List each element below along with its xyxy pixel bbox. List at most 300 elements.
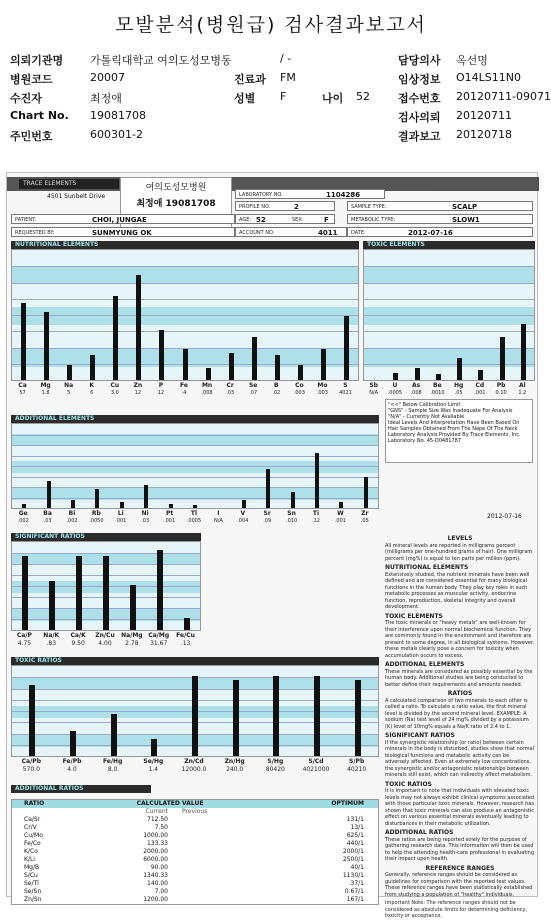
toxic-ratios-header: TOXIC RATIOS — [11, 657, 379, 665]
nutritional-value-ca: 57 — [19, 390, 26, 396]
sigratio-value-na-mg: 2.78 — [125, 640, 139, 647]
nutritional-gridline — [12, 299, 358, 300]
age-sex-box — [235, 214, 335, 224]
hospcode-value: 20007 — [90, 71, 125, 84]
nutritional-label-p: P — [158, 382, 164, 389]
nutritional-bar-zn — [136, 275, 141, 380]
additional-notes-text: These minerals are considered as possibly essential by the human body. Additional studies are being conducted to better define their requirements and amounts needed. — [385, 668, 533, 688]
additional-bar-li — [120, 502, 124, 508]
add-ratio-row — [12, 896, 378, 904]
request-value: 20120711 — [456, 109, 512, 122]
result-value: 20120718 — [456, 128, 512, 141]
col-current: Current — [145, 808, 168, 815]
legend-line3: "N/A" - Currently Not Available — [388, 414, 465, 420]
report-age-label: AGE: — [239, 217, 252, 223]
nutritional-label-s: S — [343, 382, 348, 389]
toxratio-value-s-pb: 40210 — [347, 766, 367, 773]
report-sex-value: F — [324, 216, 329, 224]
additional-bar-rb — [95, 489, 99, 509]
additional-value-tl: .0005 — [186, 518, 202, 524]
additional-gridline — [12, 445, 378, 446]
add-ratios-header: ADDITIONAL RATIOS — [11, 785, 151, 793]
metabolic-box — [347, 214, 533, 224]
add-ratio-previous — [182, 816, 272, 824]
add-ratio-previous — [182, 880, 272, 888]
sigratio-value-zn-cu: 4.00 — [98, 640, 112, 647]
add-ratio-current: 1340.33 — [143, 872, 168, 879]
additional-gridline — [12, 498, 378, 499]
toxic-header: TOXIC ELEMENTS — [363, 241, 535, 249]
add-ratio-optimum: 1130/1 — [342, 872, 364, 879]
toxic-value-as: .008 — [410, 390, 422, 396]
toxratio-value-fe-pb: 4.0 — [67, 766, 77, 773]
nutritional-label-fe: Fe — [180, 382, 188, 389]
profile-label: PROFILE NO. — [239, 204, 271, 210]
toxic-value-u: .0005 — [387, 390, 403, 396]
toxicratios-notes-text: It is important to note that individuals with elevated toxic levels may not always exhibit clinical symptoms associated with those particular toxic minerals. However, research has shown that toxic minerals can also produce an antagonistic effect on various essential minerals eventually leading to disturbances in their metabolic utilization. — [385, 788, 535, 827]
add-ratio-optimum: 0.67/1 — [344, 888, 364, 895]
hair-analysis-report — [6, 172, 538, 919]
toxratio-value-se-hg: 1.4 — [148, 766, 159, 773]
additional-value-ge: .002 — [17, 518, 29, 524]
nutritional-bar-cu — [113, 296, 118, 380]
add-ratio-row — [12, 840, 378, 848]
toxic-element-labels — [363, 382, 535, 390]
additional-header: ADDITIONAL ELEMENTS — [11, 415, 379, 423]
toxratio-label-s-hg: S/Hg — [267, 758, 284, 765]
patient-name-label: PATIENT: — [15, 217, 37, 223]
nutritional-header: NUTRITIONAL ELEMENTS — [11, 241, 359, 249]
sigratio-value-ca-k: 9.50 — [71, 640, 85, 647]
patient-box — [11, 214, 235, 224]
nutritional-value-fe: .4 — [181, 390, 187, 396]
toxratio-label-s-cd: S/Cd — [308, 758, 324, 765]
lab-number-value: 1104286 — [326, 191, 361, 199]
additional-bar-sr — [266, 469, 270, 508]
sigratio-bar-ca-k — [76, 556, 82, 630]
toxic-chart — [363, 249, 535, 381]
sig-ratio-labels — [11, 632, 201, 640]
add-ratio-name: Ca/Sr — [24, 816, 41, 823]
additional-gridline — [12, 487, 378, 488]
additional-values — [11, 518, 379, 525]
nutritional-element-labels — [11, 382, 359, 390]
nutritional-bar-mg — [44, 312, 49, 380]
additional-chart — [11, 423, 379, 509]
toxratio-bar-fe-hg — [111, 714, 117, 756]
additional-element-labels — [11, 510, 379, 518]
nutritional-value-s: 4021 — [339, 390, 352, 396]
additional-value-ba: .03 — [43, 518, 52, 524]
nutritional-label-mn: Mn — [201, 382, 213, 389]
doctor-value: 옥선명 — [456, 54, 488, 67]
legend-box — [385, 399, 533, 463]
add-ratio-optimum: 37/1 — [350, 880, 364, 887]
add-ratio-name: Cu/Mo — [24, 832, 43, 839]
add-ratio-optimum: 131/1 — [346, 816, 364, 823]
sigratio-label-zn-cu: Zn/Cu — [95, 632, 115, 639]
toxratio-value-zn-cd: 12000.0 — [181, 766, 207, 773]
toxic-gridline — [364, 348, 534, 349]
sigratio-bar-fe-cu — [184, 618, 190, 630]
metabolic-value: SLOW1 — [452, 216, 480, 224]
additional-value-bi: .002 — [66, 518, 78, 524]
nutritional-label-zn: Zn — [133, 382, 143, 389]
lab-address: 4501 Sunbelt Drive — [47, 193, 106, 200]
add-ratio-optimum: 167/1 — [346, 896, 364, 903]
toxic-gridline — [364, 364, 534, 365]
nutritional-label-mg: Mg — [40, 382, 51, 389]
nutritional-value-se: .07 — [249, 390, 258, 396]
toxratio-bar-s-pb — [355, 680, 361, 756]
sex-value: F — [280, 90, 287, 103]
additional-value-w: .001 — [334, 518, 346, 524]
nutritional-label-cu: Cu — [110, 382, 120, 389]
add-ratio-previous — [182, 824, 272, 832]
toxic-bar-be — [436, 374, 441, 380]
rrn-label: 주민번호 — [10, 130, 53, 143]
sigratio-bar-ca-p — [22, 556, 28, 630]
toxratio-bar-s-hg — [273, 676, 279, 756]
nutritional-bar-fe — [183, 349, 188, 380]
toxratio-label-zn-hg: Zn/Hg — [224, 758, 245, 765]
date-label: DATE: — [351, 230, 366, 236]
interpretation-notes — [385, 533, 535, 920]
nutritional-bar-mo — [321, 349, 326, 380]
requested-label: REQUESTED BY: — [15, 230, 55, 236]
sample-label: SAMPLE TYPE: — [351, 204, 387, 210]
toxratio-value-fe-hg: 8.0 — [107, 766, 118, 773]
additional-bar-ge — [22, 504, 26, 508]
add-ratio-optimum: 13/1 — [350, 824, 364, 831]
toxic-label-hg: Hg — [453, 382, 464, 389]
toxic-ratios-chart — [11, 665, 379, 757]
additional-bar-v — [242, 500, 246, 508]
sigratio-value-na-k: .83 — [46, 640, 57, 647]
nutritional-value-na: 5 — [67, 390, 71, 396]
sigratio-gridline — [12, 553, 200, 554]
legend-line6: Laboratory No. 45-D0481787 — [388, 438, 462, 444]
patient-value: 최정애 — [90, 92, 122, 105]
ratios-notes-title: RATIOS — [447, 690, 473, 697]
additional-label-pt: Pt — [165, 510, 174, 517]
additional-bar-ba — [47, 481, 51, 508]
additional-bar-tl — [193, 505, 197, 508]
profile-box — [235, 201, 335, 211]
nutritional-notes-title: NUTRITIONAL ELEMENTS — [385, 564, 469, 571]
additional-label-rb: Rb — [91, 510, 101, 517]
add-ratio-name: Mg/B — [24, 864, 40, 871]
toxic-gridline — [364, 331, 534, 332]
nutritional-gridline — [12, 315, 358, 316]
toxic-notes-text: The toxic minerals or "heavy metals" are well-known for their interference upon normal biochemical function. They are commonly found in the environment and therefore are present to some degree, in all biological systems. However, these metals clearly pose a concern for toxicity when accumulation occurs to excess. — [385, 620, 535, 659]
nutritional-bar-k — [90, 355, 95, 380]
significant-notes-title: SIGNIFICANT RATIOS — [385, 732, 455, 739]
toxratio-value-zn-hg: 240.0 — [226, 766, 244, 773]
sigratio-bar-zn-cu — [103, 556, 109, 630]
additional-label-ni: Ni — [141, 510, 149, 517]
nutritional-bar-mn — [206, 368, 211, 380]
add-ratio-optimum: 40/1 — [350, 864, 364, 871]
toxic-bar-al — [521, 324, 526, 380]
toxic-values — [363, 390, 535, 397]
ref-notes-important: Important Note: The reference ranges should not be considered as absolute limits for determining deficiency, toxicity or acceptance. — [385, 900, 528, 919]
col-optimum: OPTIMUM — [331, 800, 364, 807]
toxic-ratio-labels — [11, 758, 379, 766]
add-ratio-previous — [182, 856, 272, 864]
account-value: 4011 — [318, 229, 338, 237]
report-date-stamp: 2012-07-16 — [487, 513, 522, 520]
legend-line4: Ideal Levels And Interpretation Have Been Based On Hair Samples Obtained From The Nape Of The Neck — [388, 420, 520, 432]
nutritional-value-mn: .008 — [201, 390, 213, 396]
nutritional-value-cu: 3.0 — [110, 390, 119, 396]
toxicratios-notes-title: TOXIC RATIOS — [385, 780, 432, 788]
receipt-value: 20120711-09071 — [456, 90, 551, 103]
add-ratio-row — [12, 832, 378, 840]
nutritional-value-k: 6 — [90, 390, 94, 396]
toxratio-label-se-hg: Se/Hg — [143, 758, 164, 765]
add-ratio-optimum: 2000/1 — [342, 848, 364, 855]
add-ratios-header-row — [12, 800, 378, 808]
additional-value-ni: .03 — [141, 518, 150, 524]
toxic-value-sb: N/A — [369, 390, 379, 396]
additional-bar-ni — [144, 485, 148, 508]
nutritional-value-p: 12 — [157, 390, 165, 396]
additional-label-w: W — [337, 510, 344, 517]
toxic-gridline — [364, 283, 534, 284]
nutritional-bar-s — [344, 316, 349, 380]
patient-name-value: CHOI, JUNGAE — [92, 216, 147, 224]
trace-elements-logo: TRACE ELEMENTS — [19, 179, 119, 189]
additional-label-i: I — [217, 510, 220, 517]
sigratio-bar-ca-mg — [157, 550, 163, 630]
toxic-label-be: Be — [433, 382, 442, 389]
nutritional-value-cr: .03 — [226, 390, 235, 396]
additional-label-ti: Ti — [312, 510, 320, 517]
additional-value-pt: .001 — [164, 518, 176, 524]
add-ratio-optimum: 625/1 — [346, 832, 364, 839]
additional-label-ge: Ge — [18, 510, 28, 517]
account-box — [235, 227, 347, 237]
additional-bar-pt — [169, 504, 173, 508]
additional-label-sr: Sr — [263, 510, 271, 517]
toxic-gridline — [364, 299, 534, 300]
sigratio-label-na-mg: Na/Mg — [121, 632, 143, 639]
additional-bar-sn — [291, 492, 295, 508]
add-ratio-row — [12, 864, 378, 872]
toxic-label-pb: Pb — [496, 382, 506, 389]
add-ratio-name: K/Li — [24, 856, 35, 863]
additional-label-tl: Tl — [190, 510, 198, 517]
nutritional-label-co: Co — [295, 382, 304, 389]
add-ratio-name: Se/Tl — [24, 880, 39, 887]
toxic-label-as: As — [412, 382, 421, 389]
additional-notes-title: ADDITIONAL ELEMENTS — [385, 661, 465, 668]
additional-gridline — [12, 466, 378, 467]
additional-gridline — [12, 435, 378, 436]
toxic-band — [364, 266, 534, 284]
nutritional-value-b: .02 — [272, 390, 281, 396]
add-ratio-current: 712.50 — [147, 816, 168, 823]
nutritional-label-cr: Cr — [226, 382, 234, 389]
nutritional-value-co: .003 — [293, 390, 305, 396]
add-ratio-row — [12, 848, 378, 856]
toxic-value-al: 1.2 — [518, 390, 527, 396]
hospcode-label: 병원코드 — [10, 73, 53, 86]
requested-value: SUNMYUNG OK — [92, 229, 152, 237]
nutritional-bar-cr — [229, 353, 234, 380]
nutritional-label-mo: Mo — [317, 382, 328, 389]
additional-label-v: V — [240, 510, 246, 517]
nutritional-bar-p — [159, 330, 164, 380]
add-ratio-row — [12, 880, 378, 888]
nutritional-label-b: B — [273, 382, 279, 389]
sigratio-value-fe-cu: .13 — [180, 640, 191, 647]
additional-value-zr: .05 — [360, 518, 369, 524]
sigratio-value-ca-p: 4.75 — [17, 640, 32, 647]
sig-ratios-chart — [11, 541, 201, 631]
result-label: 결과보고 — [398, 130, 441, 143]
toxratio-bar-fe-pb — [70, 731, 76, 756]
age-label: 나이 — [322, 92, 344, 105]
nutritional-bar-ca — [21, 303, 26, 380]
nutritional-value-mo: .003 — [316, 390, 328, 396]
add-ratio-name: Zn/Sn — [24, 896, 42, 903]
toxic-gridline — [364, 315, 534, 316]
add-ratio-current: 2000.00 — [143, 848, 168, 855]
nutritional-notes-text: Extensively studied, the nutrient minerals have been well defined and are considered essential for many biological functions in the human body. They play key roles in such metabolic processes as muscular activity, endocrine function, reproduction, skeletal integrity and overall development. — [385, 571, 530, 610]
nutritional-chart — [11, 249, 359, 381]
additional-value-i: N/A — [213, 518, 223, 524]
add-ratio-current: 133.33 — [147, 840, 168, 847]
patient-label: 수진자 — [10, 92, 42, 105]
add-ratio-previous — [182, 848, 272, 856]
toxic-bar-as — [415, 368, 420, 380]
stamp-line2: 최정애 19081708 — [136, 199, 216, 209]
add-ratio-row — [12, 856, 378, 864]
additional-gridline — [12, 477, 378, 478]
add-ratio-row — [12, 888, 378, 896]
sigratio-label-ca-k: Ca/K — [70, 632, 86, 639]
nutritional-label-k: K — [89, 382, 95, 389]
add-ratios-table — [11, 799, 379, 905]
toxratio-label-fe-hg: Fe/Hg — [102, 758, 123, 765]
nutritional-bar-se — [252, 337, 257, 380]
toxratio-bar-s-cd — [314, 676, 320, 756]
add-ratio-optimum: 440/1 — [346, 840, 364, 847]
legend-line1: "<<" Below Calibration Limit — [388, 402, 461, 408]
sig-ratio-values — [11, 640, 201, 647]
add-ratio-previous — [182, 864, 272, 872]
add-ratio-row — [12, 872, 378, 880]
report-sex-label: SEX: — [292, 217, 304, 223]
col-calculated: CALCULATED VALUE — [136, 800, 204, 807]
sex-label: 성별 — [234, 92, 256, 105]
toxic-ratio-values — [11, 766, 379, 773]
report-age-value: 52 — [256, 216, 266, 224]
handwritten-note: 7/11 - Coll — [395, 183, 431, 191]
nutritional-label-na: Na — [64, 382, 74, 389]
add-ratio-current: 1200.00 — [143, 896, 168, 903]
toxic-value-be: .0010 — [430, 390, 445, 396]
additional-value-sr: .09 — [263, 518, 272, 524]
additional-label-li: Li — [117, 510, 124, 517]
add-ratio-previous — [182, 896, 272, 904]
additional-bar-zr — [364, 477, 368, 508]
additional-bar-bi — [71, 500, 75, 508]
additional-gridline — [12, 456, 378, 457]
additional-bar-ti — [315, 453, 319, 508]
lab-number-box — [235, 189, 385, 199]
add-ratio-previous — [182, 840, 272, 848]
sample-box — [347, 201, 533, 211]
toxic-value-cd: .001 — [474, 390, 486, 396]
agency-dash: / - — [280, 52, 292, 65]
sigratio-label-na-k: Na/K — [43, 632, 60, 639]
add-ratio-row — [12, 824, 378, 832]
add-ratio-previous — [182, 832, 272, 840]
doctor-label: 담당의사 — [398, 54, 441, 67]
request-label: 검사의뢰 — [398, 111, 441, 124]
sig-ratios-header: SIGNIFICANT RATIOS — [11, 533, 201, 541]
nutritional-gridline — [12, 266, 358, 267]
toxic-label-sb: Sb — [369, 382, 378, 389]
nutritional-band — [12, 266, 358, 284]
levels-title: LEVELS — [447, 535, 473, 542]
additional-value-ti: .12 — [312, 518, 320, 524]
nutritional-label-se: Se — [248, 382, 258, 389]
stamp-line1: 여의도성모병원 — [145, 183, 207, 193]
toxic-gridline — [364, 266, 534, 267]
toxic-label-u: U — [392, 382, 398, 389]
levels-text: All mineral levels are reported in milligrams percent (milligrams per one-hundred grams of hair). One milligram percent (mg%) is equal to ten parts per million (ppm). — [385, 542, 533, 562]
add-ratio-current: 140.00 — [147, 880, 168, 887]
clinical-label: 임상정보 — [398, 73, 441, 86]
date-box — [347, 227, 533, 237]
dept-label: 진료과 — [234, 73, 266, 86]
nutritional-gridline — [12, 283, 358, 284]
lab-number-label: LABORATORY NO. — [239, 192, 283, 198]
report-title: 모발분석(병원급) 검사결과보고서 — [115, 14, 427, 36]
add-ratio-optimum: 2500/1 — [342, 856, 364, 863]
add-ratio-name: Cr/V — [24, 824, 37, 831]
add-ratio-previous — [182, 872, 272, 880]
metabolic-label: METABOLIC TYPE: — [351, 217, 396, 223]
requested-box — [11, 227, 235, 237]
sigratio-bar-na-mg — [130, 585, 136, 630]
add-ratio-name: K/Co — [24, 848, 38, 855]
account-label: ACCOUNT NO. — [239, 230, 275, 236]
chart-value: 19081708 — [90, 109, 146, 122]
ratios-notes-text: A calculated comparison of two minerals to each other is called a ratio. To calculate a ratio value, the first mineral level is divided by the second mineral level. EXAMPLE: A sodium (Na) test level of 24 mg% divided by a potassium (K) level of 10mg% equals a Na/K ratio of 2.4 to 1. — [385, 697, 529, 730]
legend-line2: "GNS" - Sample Size Was Inadequate For Analysis — [388, 408, 513, 414]
age-value: 52 — [356, 90, 370, 103]
add-ratio-previous — [182, 888, 272, 896]
add-ratio-current: 6000.00 — [143, 856, 168, 863]
sigratio-label-ca-p: Ca/P — [16, 632, 32, 639]
toxic-notes-title: TOXIC ELEMENTS — [385, 612, 443, 620]
nutritional-values — [11, 390, 359, 397]
toxic-bar-pb — [500, 337, 505, 380]
nutritional-value-zn: 12 — [134, 390, 142, 396]
toxratio-value-ca-pb: 570.0 — [22, 766, 40, 773]
nutritional-bar-b — [275, 355, 280, 380]
toxratio-bar-ca-pb — [29, 685, 35, 756]
date-value: 2012-07-16 — [408, 229, 453, 237]
add-ratio-name: Se/Sn — [24, 888, 42, 895]
toxic-value-pb: 0.10 — [495, 390, 507, 396]
nutritional-bar-co — [298, 365, 303, 380]
